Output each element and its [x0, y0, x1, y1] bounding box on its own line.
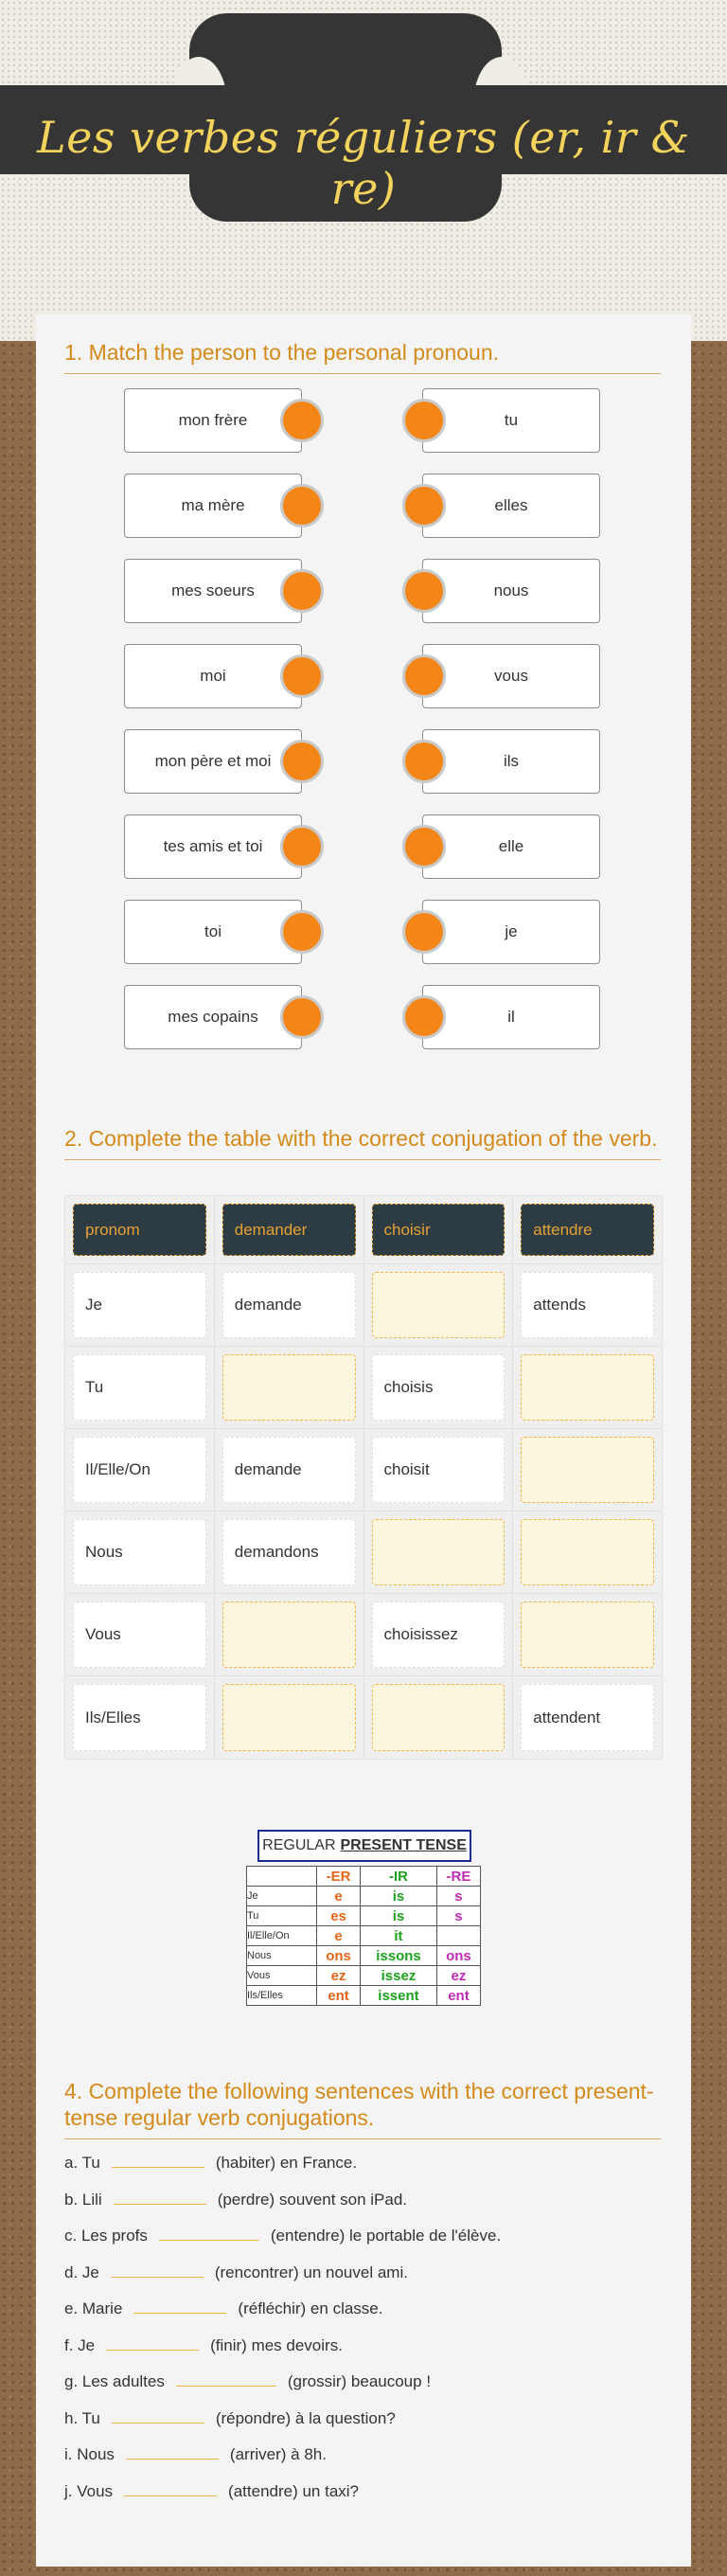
match-left-handle[interactable]	[280, 484, 324, 528]
match-left-handle[interactable]	[280, 825, 324, 868]
given-conjugation-cell: attendent	[521, 1684, 654, 1751]
table-slot	[215, 1429, 364, 1511]
reference-ending: s	[436, 1887, 480, 1906]
reference-ending: ent	[436, 1986, 480, 2006]
pronoun-cell: Nous	[73, 1519, 206, 1585]
given-conjugation-cell: demande	[222, 1272, 356, 1338]
answer-drop-cell[interactable]	[222, 1684, 356, 1751]
reference-row	[247, 1887, 481, 1906]
sentence-start: a. Tu	[64, 2154, 100, 2172]
reference-ending: ons	[436, 1946, 480, 1966]
match-right-handle[interactable]	[402, 654, 446, 698]
table-slot	[364, 1429, 514, 1511]
sentence-item	[64, 2220, 501, 2245]
reference-ending	[436, 1926, 480, 1946]
table-header-cell: pronom	[73, 1204, 206, 1256]
given-conjugation-cell: choisit	[372, 1437, 505, 1503]
answer-blank[interactable]	[106, 2330, 199, 2351]
sentence-item	[64, 2257, 408, 2282]
sentence-start: j. Vous	[64, 2481, 114, 2500]
answer-drop-cell[interactable]	[521, 1354, 654, 1421]
match-left-handle[interactable]	[280, 569, 324, 613]
reference-pronoun: Je	[247, 1887, 317, 1906]
sentence-item	[64, 2147, 357, 2173]
reference-title-emphasis: PRESENT TENSE	[340, 1837, 467, 1853]
reference-ending: ez	[317, 1966, 361, 1986]
match-right-handle[interactable]	[402, 995, 446, 1039]
pronoun-cell: Tu	[73, 1354, 206, 1421]
table-slot	[215, 1594, 364, 1675]
given-conjugation-cell: demandons	[222, 1519, 356, 1585]
table-header-slot	[65, 1196, 215, 1263]
table-slot	[364, 1347, 514, 1428]
sentence-end: (répondre) à la question?	[215, 2408, 396, 2427]
reference-chart	[246, 1830, 481, 2006]
answer-drop-cell[interactable]	[521, 1437, 654, 1503]
answer-blank[interactable]	[176, 2366, 276, 2387]
sentence-item	[64, 2293, 382, 2318]
reference-ending: es	[317, 1906, 361, 1926]
reference-title-prefix: REGULAR	[262, 1837, 336, 1853]
table-slot	[65, 1264, 215, 1346]
match-left-handle[interactable]	[280, 740, 324, 783]
reference-row	[247, 1906, 481, 1926]
match-left-item[interactable]: mon frère	[124, 388, 302, 453]
match-right-handle[interactable]	[402, 569, 446, 613]
match-right-item[interactable]: vous	[422, 644, 600, 708]
reference-ending: ons	[317, 1946, 361, 1966]
pronoun-cell: Ils/Elles	[73, 1684, 206, 1751]
sentence-start: g. Les adultes	[64, 2372, 165, 2390]
table-slot	[65, 1429, 215, 1511]
section1-title: 1. Match the person to the personal pronoun.	[64, 339, 661, 374]
pronoun-cell: Il/Elle/On	[73, 1437, 206, 1503]
sentence-end: (attendre) un taxi?	[228, 2481, 360, 2500]
reference-pronoun: Il/Elle/On	[247, 1926, 317, 1946]
given-conjugation-cell: choisissez	[372, 1601, 505, 1668]
sentence-start: d. Je	[64, 2263, 99, 2281]
match-left-item[interactable]: mes copains	[124, 985, 302, 1049]
table-header-slot	[364, 1196, 514, 1263]
table-slot	[364, 1594, 514, 1675]
reference-row	[247, 1926, 481, 1946]
page-title: Les verbes réguliers (er, ir & re)	[37, 112, 690, 214]
reference-column-header: -RE	[436, 1867, 480, 1887]
match-right-item[interactable]: tu	[422, 388, 600, 453]
section4-title: 4. Complete the following sentences with the correct present-tense regular verb conjugations.	[64, 2078, 661, 2139]
table-row	[65, 1512, 662, 1594]
match-left-handle[interactable]	[280, 910, 324, 954]
match-left-item[interactable]: tes amis et toi	[124, 814, 302, 879]
table-header-cell: choisir	[372, 1204, 505, 1256]
reference-chart-title	[257, 1830, 471, 1862]
reference-row	[247, 1986, 481, 2006]
reference-pronoun: Vous	[247, 1966, 317, 1986]
match-left-item[interactable]: toi	[124, 900, 302, 964]
sentence-end: (grossir) beaucoup !	[287, 2372, 432, 2390]
answer-drop-cell[interactable]	[372, 1272, 505, 1338]
match-right-item[interactable]: elle	[422, 814, 600, 879]
match-right-handle[interactable]	[402, 910, 446, 954]
sentence-item	[64, 2439, 327, 2464]
answer-blank[interactable]	[111, 2257, 204, 2278]
reference-corner-cell	[247, 1867, 317, 1887]
table-slot	[513, 1429, 662, 1511]
table-header-slot	[513, 1196, 662, 1263]
given-conjugation-cell: demande	[222, 1437, 356, 1503]
sentence-start: c. Les profs	[64, 2227, 148, 2245]
pronoun-cell: Vous	[73, 1601, 206, 1668]
table-slot	[65, 1512, 215, 1593]
table-header-row	[65, 1196, 662, 1264]
match-left-handle[interactable]	[280, 654, 324, 698]
sentence-start: e. Marie	[64, 2299, 123, 2317]
table-header-slot	[215, 1196, 364, 1263]
table-slot	[364, 1512, 514, 1593]
table-slot	[215, 1676, 364, 1759]
sentence-end: (rencontrer) un nouvel ami.	[214, 2263, 408, 2281]
section2-title: 2. Complete the table with the correct conjugation of the verb.	[64, 1125, 661, 1160]
table-row	[65, 1264, 662, 1347]
worksheet-card	[36, 314, 691, 2567]
table-slot	[513, 1676, 662, 1759]
answer-drop-cell[interactable]	[372, 1519, 505, 1585]
table-slot	[215, 1512, 364, 1593]
sentence-item	[64, 2366, 431, 2391]
table-slot	[215, 1264, 364, 1346]
answer-drop-cell[interactable]	[222, 1601, 356, 1668]
sentence-start: i. Nous	[64, 2445, 115, 2463]
match-right-handle[interactable]	[402, 740, 446, 783]
sentence-item	[64, 2403, 396, 2428]
match-left-item[interactable]: mes soeurs	[124, 559, 302, 623]
reference-table	[246, 1866, 481, 2006]
match-right-item[interactable]: ils	[422, 729, 600, 794]
table-slot	[215, 1347, 364, 1428]
match-right-item[interactable]: elles	[422, 474, 600, 538]
reference-ending: issons	[361, 1946, 437, 1966]
table-slot	[513, 1594, 662, 1675]
answer-blank[interactable]	[159, 2220, 259, 2241]
reference-ending: s	[436, 1906, 480, 1926]
table-header-cell: demander	[222, 1204, 356, 1256]
match-left-handle[interactable]	[280, 399, 324, 442]
answer-blank[interactable]	[124, 2476, 217, 2496]
match-left-item[interactable]: ma mère	[124, 474, 302, 538]
table-slot	[364, 1676, 514, 1759]
sentence-end: (entendre) le portable de l'élève.	[270, 2227, 502, 2245]
match-right-handle[interactable]	[402, 399, 446, 442]
table-header-cell: attendre	[521, 1204, 654, 1256]
answer-drop-cell[interactable]	[222, 1354, 356, 1421]
match-left-handle[interactable]	[280, 995, 324, 1039]
table-row	[65, 1594, 662, 1676]
reference-header-row	[247, 1867, 481, 1887]
table-row	[65, 1347, 662, 1429]
reference-ending: it	[361, 1926, 437, 1946]
sentence-item	[64, 2330, 343, 2355]
answer-blank[interactable]	[114, 2184, 206, 2205]
answer-blank[interactable]	[133, 2293, 226, 2314]
table-slot	[65, 1594, 215, 1675]
table-slot	[513, 1512, 662, 1593]
sentence-item	[64, 2476, 359, 2501]
sentence-start: h. Tu	[64, 2408, 100, 2427]
answer-blank[interactable]	[112, 2403, 204, 2424]
sentence-start: b. Lili	[64, 2190, 102, 2209]
table-row	[65, 1676, 662, 1759]
match-left-item[interactable]: mon père et moi	[124, 729, 302, 794]
sentence-end: (arriver) à 8h.	[229, 2445, 327, 2463]
table-slot	[364, 1264, 514, 1346]
table-slot	[65, 1676, 215, 1759]
reference-ending: issent	[361, 1986, 437, 2006]
sentence-end: (réfléchir) en classe.	[238, 2299, 383, 2317]
reference-ending: ent	[317, 1986, 361, 2006]
match-right-item[interactable]: nous	[422, 559, 600, 623]
reference-column-header: -ER	[317, 1867, 361, 1887]
match-right-item[interactable]: je	[422, 900, 600, 964]
reference-ending: is	[361, 1887, 437, 1906]
reference-ending: e	[317, 1887, 361, 1906]
sentence-item	[64, 2184, 407, 2209]
reference-ending: is	[361, 1906, 437, 1926]
given-conjugation-cell: choisis	[372, 1354, 505, 1421]
reference-pronoun: Nous	[247, 1946, 317, 1966]
sentence-end: (finir) mes devoirs.	[210, 2335, 343, 2354]
pronoun-cell: Je	[73, 1272, 206, 1338]
sentence-end: (habiter) en France.	[215, 2154, 358, 2172]
reference-pronoun: Tu	[247, 1906, 317, 1926]
reference-ending: issez	[361, 1966, 437, 1986]
table-row	[65, 1429, 662, 1512]
table-slot	[513, 1347, 662, 1428]
match-left-item[interactable]: moi	[124, 644, 302, 708]
reference-row	[247, 1966, 481, 1986]
given-conjugation-cell: attends	[521, 1272, 654, 1338]
reference-row	[247, 1946, 481, 1966]
answer-drop-cell[interactable]	[372, 1684, 505, 1751]
reference-ending: e	[317, 1926, 361, 1946]
answer-blank[interactable]	[112, 2147, 204, 2168]
match-right-item[interactable]: il	[422, 985, 600, 1049]
answer-blank[interactable]	[126, 2439, 219, 2460]
table-slot	[65, 1347, 215, 1428]
conjugation-table	[64, 1195, 663, 1760]
reference-pronoun: Ils/Elles	[247, 1986, 317, 2006]
match-right-handle[interactable]	[402, 825, 446, 868]
sentence-end: (perdre) souvent son iPad.	[217, 2190, 408, 2209]
reference-ending: ez	[436, 1966, 480, 1986]
table-slot	[513, 1264, 662, 1346]
answer-drop-cell[interactable]	[521, 1519, 654, 1585]
sentence-start: f. Je	[64, 2335, 96, 2354]
match-right-handle[interactable]	[402, 484, 446, 528]
reference-column-header: -IR	[361, 1867, 437, 1887]
answer-drop-cell[interactable]	[521, 1601, 654, 1668]
